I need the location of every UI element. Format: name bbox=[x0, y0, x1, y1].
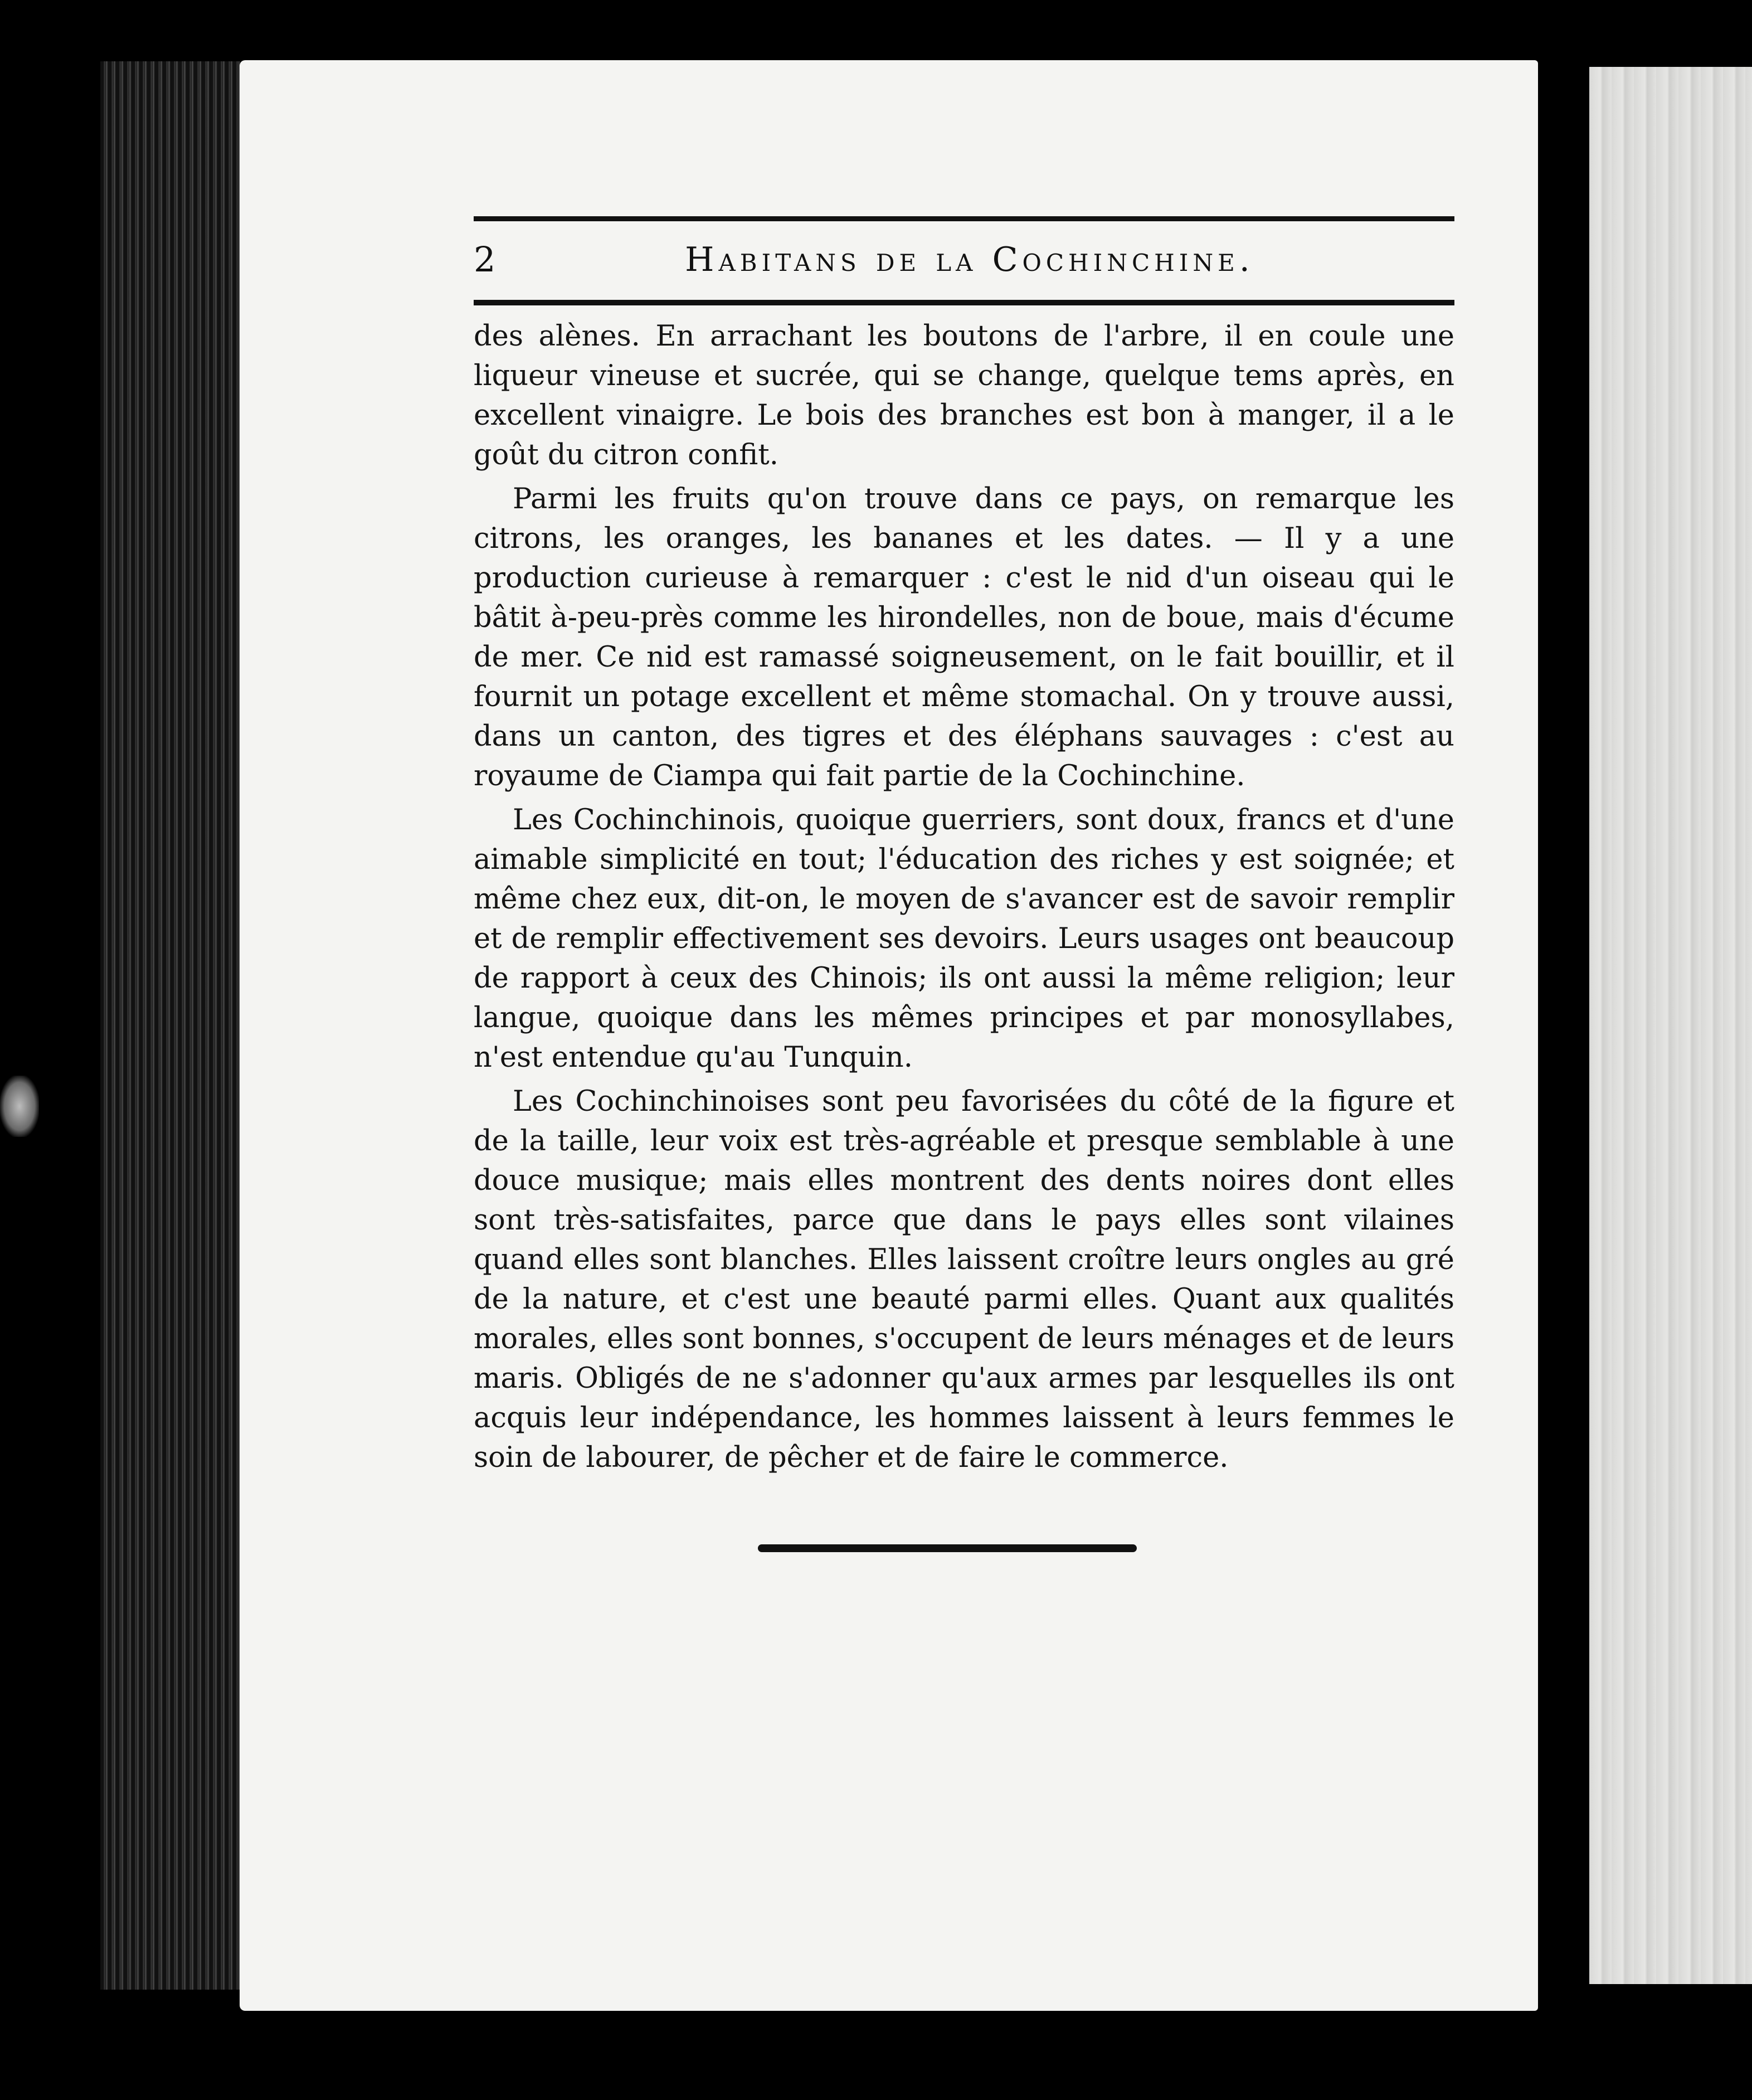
margin-stain bbox=[0, 1076, 39, 1137]
paragraph-4: Les Cochinchinoises sont peu favorisées du côté de la figure et de la taille, leur voix est très-agréable et presque semblable à une douce musique; mais elles montrent des dents noires dont elles sont très-satisfaites, parce que dans le pays elles sont vilaines quand elles sont blanches. Elles laissent croître leurs ongles au gré de la nature, et c'est une beauté parmi elles. Quant aux qualités morales, elles sont bonnes, s'occupent de leurs ménages et de leurs maris. Obligés de ne s'adonner qu'aux armes par lesquelles ils ont acquis leur indépendance, les hommes laissent à leurs femmes le soin de labourer, de pêcher et de faire le commerce. bbox=[474, 1085, 1454, 1474]
book-page bbox=[240, 60, 1538, 2011]
book-spine bbox=[100, 61, 240, 1990]
page-number: 2 bbox=[474, 239, 496, 280]
running-header bbox=[474, 216, 1454, 305]
paragraph-1: des alènes. En arrachant les boutons de l'arbre, il en coule une liqueur vineuse et sucrée, qui se change, quelque tems après, en excellent vinaigre. Le bois des branches est bon à manger, il a le goût du citron confit. bbox=[474, 320, 1454, 471]
gutter-shadow bbox=[1555, 45, 1588, 2051]
paragraph-3: Les Cochinchinois, quoique guerriers, sont doux, francs et d'une aimable simplicité en tout; l'éducation des riches y est soignée; et même chez eux, dit-on, le moyen de s'avancer est de savoir remplir et de remplir effectivement ses devoirs. Leurs usages ont beaucoup de rapport à ceux des Chinois; ils ont aussi la même religion; leur langue, quoique dans les mêmes principes et par monosyllabes, n'est entendue qu'au Tunquin. bbox=[474, 804, 1454, 1074]
end-rule-divider bbox=[758, 1544, 1137, 1552]
body-text bbox=[474, 317, 1454, 1477]
paragraph-2: Parmi les fruits qu'on trouve dans ce pays, on remarque les citrons, les oranges, les bananes et les dates. — Il y a une production curieuse à remarquer : c'est le nid d'un oiseau qui le bâtit à-peu-près comme les hirondelles, non de boue, mais d'écume de mer. Ce nid est ramassé soigneusement, on le fait bouillir, et il fournit un potage excellent et même stomachal. On y trouve aussi, dans un canton, des tigres et des éléphans sauvages : c'est au royaume de Ciampa qui fait partie de la Cochinchine. bbox=[474, 483, 1454, 793]
running-title: Habitans de la Cochinchine. bbox=[685, 240, 1254, 279]
page-content bbox=[474, 216, 1454, 1552]
facing-page-edge bbox=[1589, 67, 1752, 1984]
